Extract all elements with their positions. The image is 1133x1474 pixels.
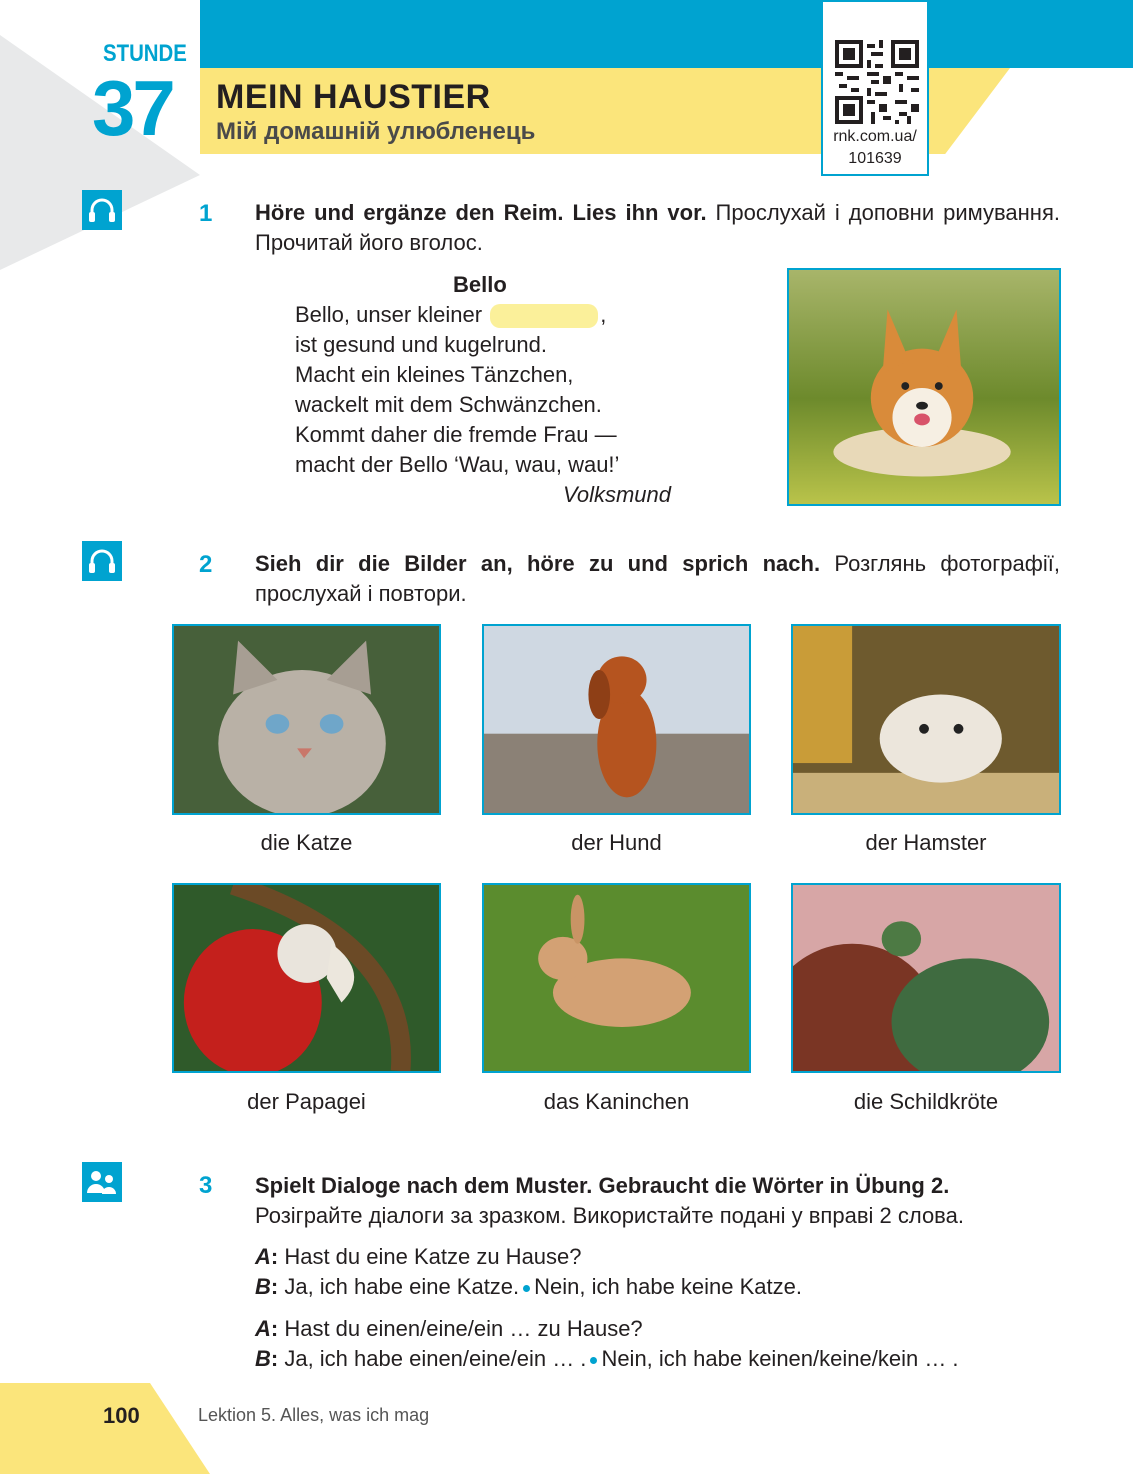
- poem-line-6: macht der Bello ‘Wau, wau, wau!’: [295, 452, 620, 477]
- stunde-label: STUNDE: [103, 40, 187, 67]
- task-2-instruction: [255, 549, 1060, 609]
- page-title: MEIN HAUSTIER: [216, 78, 491, 116]
- headphones-icon[interactable]: [82, 190, 122, 230]
- speaker-b-label: B: [255, 1274, 271, 1299]
- poem-line-3: Macht ein kleines Tänzchen,: [295, 362, 574, 387]
- dialog-2-a: A: Hast du einen/eine/ein … zu Hause?: [255, 1316, 643, 1341]
- cat-photo: [172, 624, 441, 815]
- corgi-photo: [787, 268, 1061, 506]
- dialog-1-b-text-1: Ja, ich habe eine Katze.: [278, 1274, 520, 1299]
- caption-turtle: die Schildkröte: [853, 1089, 999, 1114]
- poem-title: Bello: [453, 272, 507, 297]
- poem-line-1-text: Bello, unser kleiner: [295, 302, 489, 327]
- task-2-instruction-ua: Розглянь фотографії, прослухай і повтори.: [255, 551, 1060, 606]
- bullet-dot: [523, 1285, 530, 1292]
- speaker-a-label: A: [255, 1244, 271, 1269]
- caption-dog: der Hund: [571, 830, 662, 855]
- task-2-number: 2: [199, 551, 213, 578]
- pair-work-icon[interactable]: [82, 1162, 122, 1202]
- lesson-number: 37: [92, 64, 173, 152]
- bullet-dot: [590, 1357, 597, 1364]
- dialog-2-b-text-1: Ja, ich habe einen/eine/ein … .: [278, 1346, 587, 1371]
- poem-line-1: [295, 300, 671, 330]
- task-1-instruction-de: Höre und ergänze den Reim. Lies ihn vor.: [255, 200, 707, 225]
- dialog-1-b: B: Ja, ich habe eine Katze. Nein, ich habe keine Katze.: [255, 1274, 802, 1299]
- dialog-1-b-text-2: Nein, ich habe keine Katze.: [534, 1274, 802, 1299]
- blank-gap-highlight[interactable]: [490, 304, 598, 328]
- caption-hamster: der Hamster: [865, 830, 987, 855]
- dialog-2-b-text-2: Nein, ich habe keinen/keine/kein … .: [601, 1346, 959, 1371]
- poem: [295, 270, 671, 510]
- dialog-1-a-text: Hast du eine Katze zu Hause?: [278, 1244, 582, 1269]
- page-subtitle: Мій домашній улюбленець: [216, 118, 536, 145]
- task-1-instruction: [255, 198, 1060, 258]
- caption-cat: die Katze: [260, 830, 353, 855]
- poem-line-2: ist gesund und kugelrund.: [295, 332, 547, 357]
- hamster-photo: [791, 624, 1061, 815]
- headphones-icon[interactable]: [82, 541, 122, 581]
- qr-link-box[interactable]: [821, 0, 929, 176]
- task-1-number: 1: [199, 200, 213, 227]
- caption-rabbit: das Kaninchen: [543, 1089, 690, 1114]
- qr-url-line2: 101639: [848, 150, 902, 167]
- poem-author: Volksmund: [563, 482, 672, 507]
- dialog-2-a-text: Hast du einen/eine/ein … zu Hause?: [278, 1316, 643, 1341]
- dialog-1-a: A: Hast du eine Katze zu Hause?: [255, 1244, 582, 1269]
- footer-lesson-title: Lektion 5. Alles, was ich mag: [198, 1405, 430, 1425]
- speaker-a-label: A: [255, 1316, 271, 1341]
- task-3-instruction-ua: Розіграйте діалоги за зразком. Використайте подані у вправі 2 слова.: [255, 1203, 964, 1228]
- caption-parrot: der Papagei: [247, 1089, 366, 1114]
- dog-photo: [482, 624, 751, 815]
- header-blue-band: [200, 0, 1133, 68]
- poem-line-4: wackelt mit dem Schwänzchen.: [295, 392, 602, 417]
- parrot-photo: [172, 883, 441, 1073]
- speaker-b-label: B: [255, 1346, 271, 1371]
- task-3-number: 3: [199, 1172, 213, 1199]
- dialog-2-b: B: Ja, ich habe einen/eine/ein … . Nein, ich habe keinen/keine/kein … .: [255, 1346, 959, 1371]
- qr-code-icon: [835, 40, 919, 124]
- poem-line-1-comma: ,: [600, 302, 607, 327]
- task-3-instruction-de: Spielt Dialoge nach dem Muster. Gebraucht die Wörter in Übung 2.: [255, 1173, 950, 1198]
- turtle-photo: [791, 883, 1061, 1073]
- task-2-instruction-de: Sieh dir die Bilder an, höre zu und sprich nach.: [255, 551, 821, 576]
- poem-line-5: Kommt daher die fremde Frau —: [295, 422, 617, 447]
- task-1-instruction-ua: Прослухай і доповни римування. Прочитай його вголос.: [255, 200, 1060, 255]
- page-number: 100: [103, 1403, 140, 1428]
- qr-url-line1: rnk.com.ua/: [833, 128, 917, 145]
- rabbit-photo: [482, 883, 751, 1073]
- task-3-instruction: [255, 1171, 1060, 1231]
